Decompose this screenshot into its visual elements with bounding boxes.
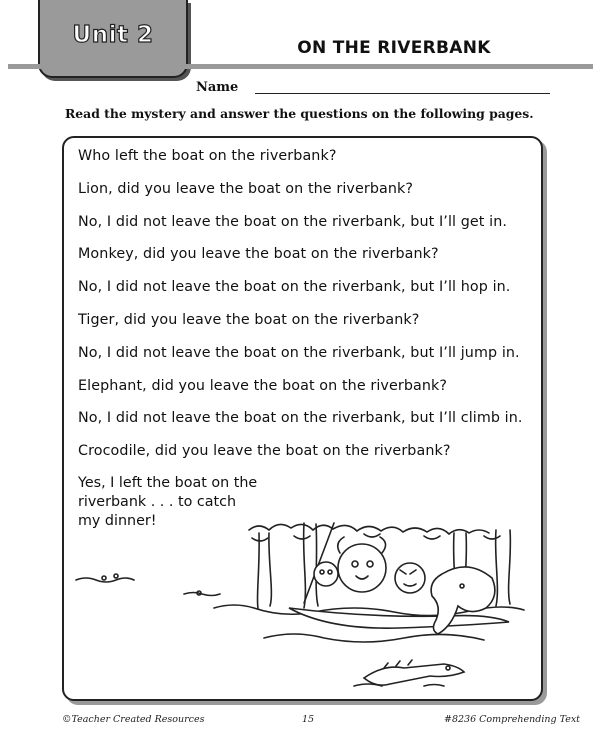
- story-final-line: my dinner!: [78, 513, 157, 529]
- story-line: No, I did not leave the boat on the riverbank, but I’ll climb in.: [78, 410, 523, 427]
- story-line: Monkey, did you leave the boat on the riverbank?: [78, 246, 439, 263]
- story-line: Crocodile, did you leave the boat on the riverbank?: [78, 443, 451, 460]
- story-line: Lion, did you leave the boat on the riverbank?: [78, 180, 414, 197]
- name-write-line[interactable]: [255, 93, 550, 94]
- story-line: No, I did not leave the boat on the riverbank, but I’ll hop in.: [78, 279, 511, 296]
- story-line: Who left the boat on the riverbank?: [78, 148, 337, 164]
- story-box: [62, 136, 543, 701]
- riverbank-illustration: [64, 138, 541, 699]
- footer-publisher: ©Teacher Created Resources: [62, 714, 205, 725]
- story-line: No, I did not leave the boat on the riverbank, but I’ll get in.: [78, 213, 508, 230]
- name-label: Name: [196, 80, 239, 95]
- footer-page-number: 15: [302, 714, 315, 725]
- header-rule: [8, 64, 593, 69]
- story-final-line: riverbank . . . to catch: [78, 494, 237, 510]
- story-line: No, I did not leave the boat on the riverbank, but I’ll jump in.: [78, 344, 520, 361]
- instructions: Read the mystery and answer the questions on the following pages.: [65, 106, 534, 121]
- story-final-line: Yes, I left the boat on the: [78, 475, 258, 491]
- story-line: Tiger, did you leave the boat on the riverbank?: [78, 311, 420, 328]
- unit-label: Unit 2: [72, 22, 154, 48]
- footer-book-title: #8236 Comprehending Text: [444, 714, 580, 725]
- page-title: ON THE RIVERBANK: [297, 38, 491, 58]
- story-line: Elephant, did you leave the boat on the riverbank?: [78, 377, 448, 394]
